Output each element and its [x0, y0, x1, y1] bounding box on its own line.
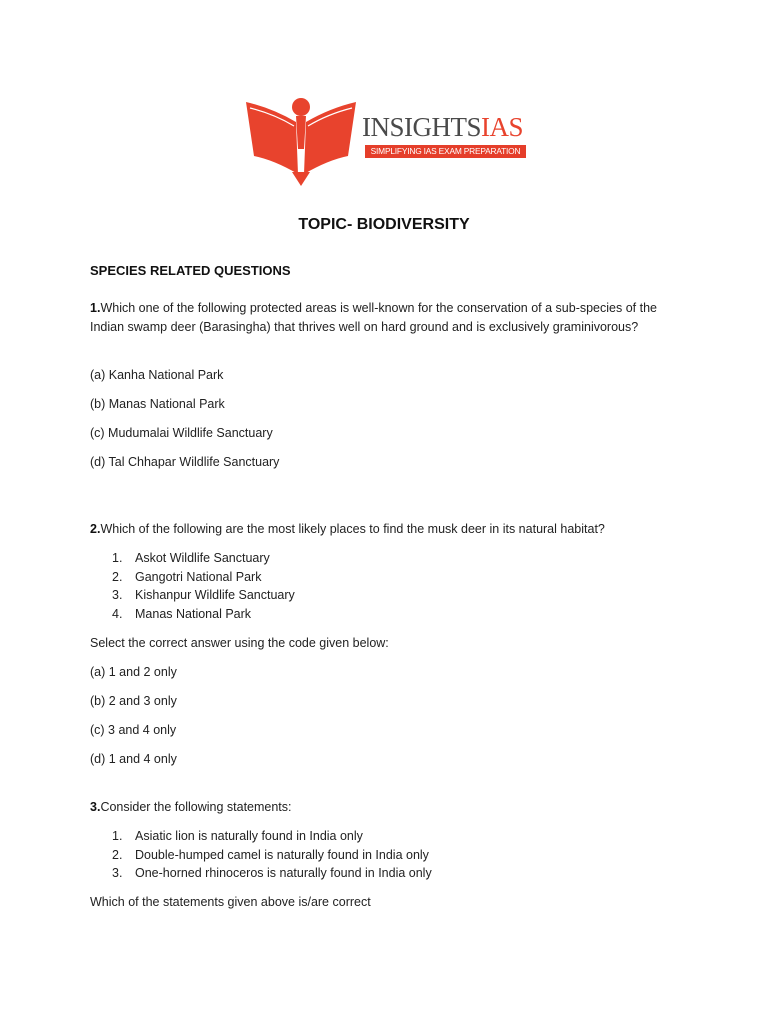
list-item-number: 2. [112, 569, 123, 584]
question-3-number: 3. [90, 800, 101, 814]
list-item-text: Double-humped camel is naturally found in India only [135, 847, 429, 862]
list-item [90, 586, 295, 605]
question-1-number: 1. [90, 301, 101, 315]
page-title: TOPIC- BIODIVERSITY [298, 216, 470, 233]
list-item-number: 4. [112, 606, 123, 621]
question-3 [90, 798, 680, 817]
list-item-text: Manas National Park [135, 606, 252, 621]
q2-instruction: Select the correct answer using the code given below: [90, 636, 389, 650]
q2-option-c: (c) 3 and 4 only [90, 723, 177, 737]
q1-option-a: (a) Kanha National Park [90, 368, 224, 382]
list-item-text: Askot Wildlife Sanctuary [135, 551, 270, 565]
list-item-text: Kishanpur Wildlife Sanctuary [135, 588, 295, 602]
list-item-text: Gangotri National Park [135, 569, 262, 584]
q1-option-b: (b) Manas National Park [90, 397, 225, 411]
open-book-person-icon [244, 94, 362, 186]
logo-tagline: SIMPLIFYING IAS EXAM PREPARATION [365, 145, 526, 158]
list-item [90, 605, 295, 624]
q1-option-c: (c) Mudumalai Wildlife Sanctuary [90, 426, 273, 440]
question-3-text: Consider the following statements: [100, 800, 292, 814]
list-item-number: 3. [112, 588, 123, 602]
q3-statement-list [90, 827, 432, 883]
question-1 [90, 299, 680, 336]
q2-option-a: (a) 1 and 2 only [90, 665, 177, 679]
list-item [90, 827, 432, 846]
q1-option-d: (d) Tal Chhapar Wildlife Sanctuary [90, 455, 280, 469]
list-item-number: 2. [112, 847, 123, 862]
insightsias-logo [244, 94, 534, 186]
q2-option-d: (d) 1 and 4 only [90, 752, 177, 766]
list-item-text: One-horned rhinoceros is naturally found in India only [135, 866, 432, 880]
list-item-number: 1. [112, 829, 123, 843]
list-item [90, 568, 295, 587]
q3-followup: Which of the statements given above is/are correct [90, 895, 371, 909]
question-1-text: Which one of the following protected areas is well-known for the conservation of a sub-species of the Indian swamp deer (Barasingha) that thrives well on hard ground and is exclusively graminivorous? [90, 301, 657, 334]
question-2-number: 2. [90, 522, 101, 536]
list-item [90, 549, 295, 568]
question-2-text: Which of the following are the most likely places to find the musk deer in its natural habitat? [100, 522, 605, 536]
q2-place-list [90, 549, 295, 623]
q2-option-b: (b) 2 and 3 only [90, 694, 177, 708]
list-item-number: 3. [112, 866, 123, 880]
logo-word-main: INSIGHTS [362, 112, 482, 142]
logo-word-accent: IAS [481, 112, 524, 142]
list-item-number: 1. [112, 551, 123, 565]
question-2 [90, 520, 680, 539]
list-item [90, 864, 432, 883]
list-item-text: Asiatic lion is naturally found in India only [135, 829, 363, 843]
logo-wordmark [362, 112, 523, 142]
section-heading: SPECIES RELATED QUESTIONS [90, 263, 291, 278]
list-item [90, 846, 432, 865]
